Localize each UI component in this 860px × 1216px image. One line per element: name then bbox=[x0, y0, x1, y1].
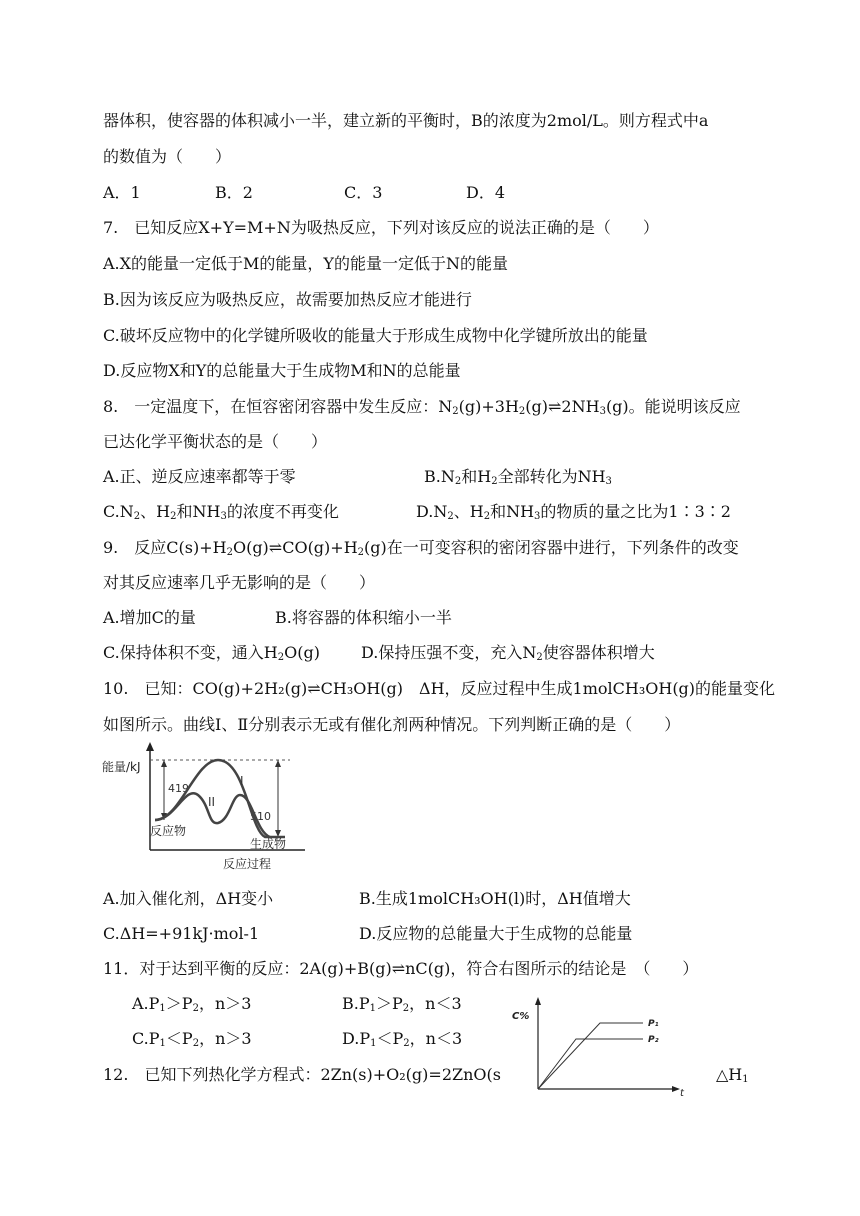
q12-stem: 12. 已知下列热化学方程式：2Zn(s)+O₂(g)=2ZnO(s bbox=[103, 1065, 501, 1084]
cp-curve-p2 bbox=[538, 1039, 643, 1089]
energy-value-510: 510 bbox=[250, 810, 271, 823]
q11-option-c: $C.P_1<P_2$，n＞3 bbox=[132, 1029, 252, 1049]
q9-stem-line-2: 对其反应速率几乎无影响的是（ ） bbox=[103, 573, 376, 592]
q10-option-d: D.反应物的总能量大于生成物的总能量 bbox=[359, 924, 633, 943]
q10-option-c: C.ΔH=+91kJ·mol-1 bbox=[103, 924, 260, 943]
q6-option-c: C．3 bbox=[344, 183, 383, 202]
q6-option-d: D．4 bbox=[466, 183, 506, 202]
q9-option-d: D.保持压强不变，充入$N_2$使容器体积增大 bbox=[361, 643, 655, 663]
q8-option-b: $B.N_2$和$H_2$全部转化为$NH_3$ bbox=[424, 467, 612, 487]
q6-option-a: A．1 bbox=[103, 183, 141, 202]
q7-option-d: D.反应物X和Y的总能量大于生成物M和N的总能量 bbox=[103, 361, 461, 380]
energy-product-label: 生成物 bbox=[250, 837, 287, 851]
energy-y-arrow bbox=[146, 742, 154, 751]
cp-label-p1: P₁ bbox=[648, 1019, 659, 1029]
q9-option-b: B.将容器的体积缩小一半 bbox=[275, 608, 452, 627]
q9-stem-line-1: 9. 反应$C(s)+H_2O(g)\rightleftharpoons CO(g)+H_2(g)$在一可变容积的密闭容器中进行，下列条件的改变 bbox=[103, 538, 739, 558]
q8-stem-line-1: 8. 一定温度下，在恒容密闭容器中发生反应：$N_2(g)+3H_2(g)\rightleftharpoons 2NH_3(g)$。能说明该反应 bbox=[103, 397, 741, 417]
q11-option-a: $A.P_1>P_2$，n＞3 bbox=[132, 994, 252, 1014]
q11-option-b: $B.P_1>P_2$，n＜3 bbox=[342, 994, 462, 1014]
q7-option-b: B.因为该反应为吸热反应，故需要加热反应才能进行 bbox=[103, 290, 472, 309]
q7-option-c: C.破坏反应物中的化学键所吸收的能量大于形成生成物中化学键所放出的能量 bbox=[103, 326, 648, 345]
energy-510-arrowhead-up bbox=[275, 760, 281, 767]
q8-stem-line-2: 已达化学平衡状态的是（ ） bbox=[103, 432, 328, 451]
cp-y-arrow bbox=[535, 997, 541, 1005]
energy-reactant-label: 反应物 bbox=[150, 824, 187, 838]
q11-option-d: $D.P_1<P_2$，n＜3 bbox=[342, 1029, 463, 1049]
q8-option-a: A.正、逆反应速率都等于零 bbox=[103, 467, 296, 486]
q11-stem: 11．对于达到平衡的反应：2A(g)+B(g)⇌nC(g)，符合右图所示的结论是 （ ） bbox=[103, 959, 699, 978]
energy-419-arrowhead-up bbox=[161, 760, 167, 767]
q10-option-b: B.生成1molCH₃OH(l)时，ΔH值增大 bbox=[359, 889, 631, 908]
q7-option-a: A.X的能量一定低于M的能量，Y的能量一定低于N的能量 bbox=[103, 254, 508, 273]
q10-stem-line-1: 10. 已知：CO(g)+2H₂(g)⇌CH₃OH(g) ΔH，反应过程中生成1molCH₃OH(g)的能量变化 bbox=[103, 679, 776, 698]
energy-y-label: 能量/kJ bbox=[102, 760, 141, 774]
cp-x-label: t bbox=[680, 1088, 684, 1097]
q8-option-d-suffix: 的物质的量之比为1∶3∶2 bbox=[540, 502, 731, 521]
q6-option-b: B．2 bbox=[215, 183, 253, 202]
q6-text-line-1: 器体积，使容器的体积减小一半，建立新的平衡时，B的浓度为2mol/L。则方程式中a bbox=[103, 111, 709, 130]
q7-stem: 7. 已知反应X+Y=M+N为吸热反应，下列对该反应的说法正确的是（ ） bbox=[103, 218, 659, 237]
cp-curve-p1 bbox=[538, 1023, 643, 1089]
q12-delta-h1: $\triangle H_1$ bbox=[716, 1065, 749, 1085]
energy-x-label: 反应过程 bbox=[223, 857, 272, 870]
q10-option-a: A.加入催化剂，ΔH变小 bbox=[103, 889, 274, 908]
q8-option-c: $C.N_2$、$H_2$和$NH_3$的浓度不再变化 bbox=[103, 502, 339, 522]
q9-option-a: A.增加C的量 bbox=[103, 608, 196, 627]
cp-y-label: C% bbox=[512, 1011, 530, 1022]
cp-diagram bbox=[508, 995, 694, 1097]
cp-x-arrow bbox=[672, 1086, 680, 1092]
q8-option-d: $D.N_2$、$H_2$和$NH_3$的物质的量之比为1∶3∶2 bbox=[416, 502, 731, 522]
q6-text-line-2: 的数值为（ ） bbox=[103, 147, 232, 166]
cp-label-p2: P₂ bbox=[648, 1035, 659, 1045]
energy-diagram bbox=[100, 740, 310, 870]
q9-option-c: C.保持体积不变，通入$H_2O(g)$ bbox=[103, 643, 320, 663]
q10-stem-line-2: 如图所示。曲线Ⅰ、Ⅱ分别表示无或有催化剂两种情况。下列判断正确的是（ ） bbox=[103, 715, 681, 734]
energy-curve-2-label: II bbox=[208, 795, 216, 809]
energy-value-419: 419 bbox=[168, 782, 189, 795]
energy-curve-1-label: I bbox=[240, 774, 244, 788]
